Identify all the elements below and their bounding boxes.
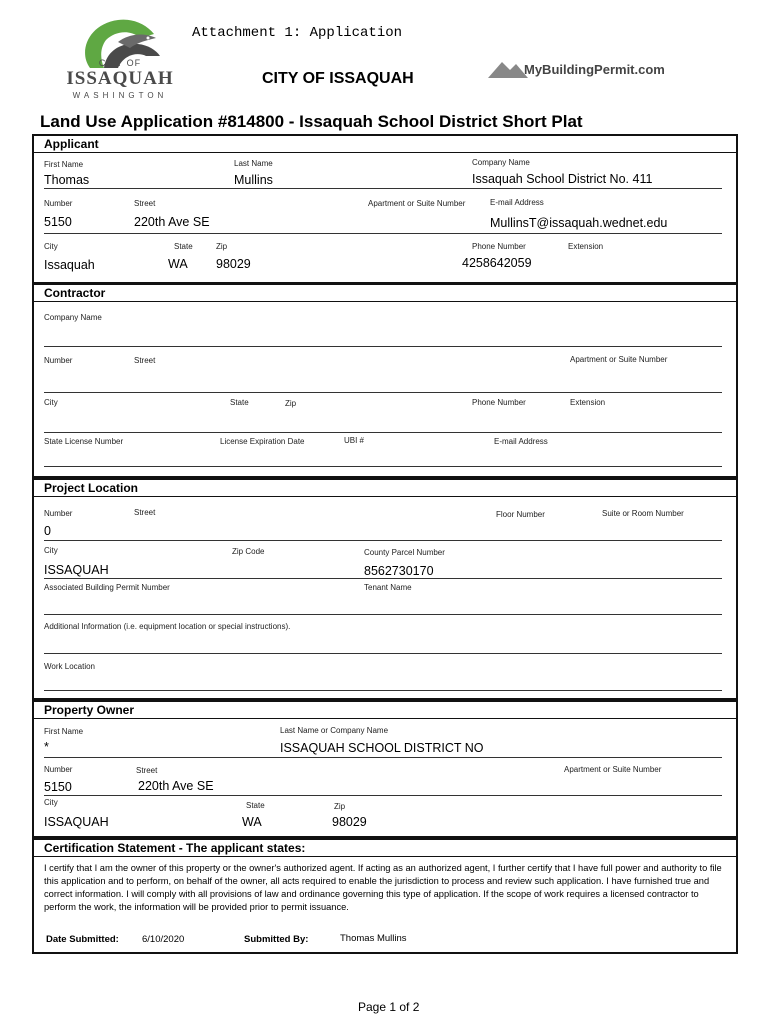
ubi-label: UBI # [344,436,365,445]
project-zip-label: Zip Code [232,547,265,556]
first-name-value[interactable]: Thomas [44,173,90,187]
owner-state-label: State [246,801,265,810]
street-value[interactable]: 220th Ave SE [134,215,210,229]
contractor-state-label: State [230,398,249,407]
owner-street-value[interactable]: 220th Ave SE [138,779,214,793]
project-heading: Project Location [34,480,736,497]
mybuildingpermit-logo [488,52,665,88]
permit-label: Associated Building Permit Number [44,583,170,592]
owner-last-name-value[interactable]: ISSAQUAH SCHOOL DISTRICT NO [280,741,484,755]
form-title: Land Use Application #814800 - Issaquah School District Short Plat [40,112,583,131]
tenant-label: Tenant Name [364,583,412,592]
phone-label: Phone Number [472,242,526,251]
owner-last-name-label: Last Name or Company Name [280,726,389,735]
contractor-ext-label: Extension [570,398,606,407]
project-number-value[interactable]: 0 [44,524,51,538]
date-submitted-value: 6/10/2020 [142,934,185,945]
owner-zip-value[interactable]: 98029 [332,815,367,829]
last-name-label: Last Name [234,159,273,168]
extension-label: Extension [568,242,604,251]
owner-number-label: Number [44,765,73,774]
city-logo [60,12,180,102]
last-name-value[interactable]: Mullins [234,173,273,187]
email-value[interactable]: MullinsT@issaquah.wednet.edu [490,216,668,230]
additional-info-label: Additional Information (i.e. equipment location or special instructions). [44,622,291,631]
mountain-icon [488,56,528,80]
project-city-label: City [44,546,58,555]
contractor-section [32,283,738,478]
phone-value[interactable]: 4258642059 [462,256,532,270]
certification-heading: Certification Statement - The applicant states: [34,840,736,857]
state-label: State [174,242,193,251]
project-street-label: Street [134,508,156,517]
owner-apt-label: Apartment or Suite Number [564,765,662,774]
mbp-logo-text: MyBuildingPermit.com [524,62,665,77]
zip-value[interactable]: 98029 [216,257,251,271]
owner-first-name-label: First Name [44,727,84,736]
expiration-label: License Expiration Date [220,437,305,446]
contractor-email-label: E-mail Address [494,437,548,446]
logo-issaquah: ISSAQUAH [66,68,174,89]
suite-label: Suite or Room Number [602,509,684,518]
submitted-by-label: Submitted By: [244,934,309,945]
page-number: Page 1 of 2 [358,1000,420,1014]
owner-city-value[interactable]: ISSAQUAH [44,815,109,829]
logo-city-of: CITY OF [98,58,142,68]
contractor-number-label: Number [44,356,73,365]
owner-street-label: Street [136,766,158,775]
work-location-label: Work Location [44,662,95,671]
logo-washington: WASHINGTON [72,91,168,100]
city-label: City [44,242,58,251]
contractor-phone-label: Phone Number [472,398,526,407]
contractor-zip-label: Zip [285,399,297,408]
date-submitted-label: Date Submitted: [46,934,119,945]
certification-text: I certify that I am the owner of this property or the owner's authorized agent. If acting as an authorized agent, I further certify that I have full power and authority to file this application and to perform, on behalf of the owner, all acts required to enable the jurisdiction to process and review such application. I have furnished true and correct information. I will comply with all provisions of law and ordinance governing this type of application. If the scope of work requires a licensed contractor to perform the work, the information will be provided prior to permit issuance. [44,863,722,912]
parcel-label: County Parcel Number [364,548,445,557]
owner-number-value[interactable]: 5150 [44,780,72,794]
contractor-apt-label: Apartment or Suite Number [570,355,668,364]
project-number-label: Number [44,509,73,518]
submitted-by-value: Thomas Mullins [340,933,407,944]
company-label: Company Name [472,158,530,167]
license-label: State License Number [44,437,124,446]
applicant-heading: Applicant [34,136,736,153]
state-value[interactable]: WA [168,257,188,271]
contractor-city-label: City [44,398,58,407]
number-label: Number [44,199,73,208]
street-label: Street [134,199,156,208]
contractor-company-label: Company Name [44,313,102,322]
apt-label: Apartment or Suite Number [368,199,466,208]
zip-label: Zip [216,242,228,251]
owner-heading: Property Owner [34,702,736,719]
owner-first-name-value[interactable]: * [44,740,49,754]
number-value[interactable]: 5150 [44,215,72,229]
project-city-value[interactable]: ISSAQUAH [44,563,109,577]
city-title: CITY OF ISSAQUAH [262,70,414,87]
owner-state-value[interactable]: WA [242,815,262,829]
contractor-street-label: Street [134,356,156,365]
email-label: E-mail Address [490,198,544,207]
applicant-section [32,134,738,284]
contractor-heading: Contractor [34,285,736,302]
parcel-value[interactable]: 8562730170 [364,564,434,578]
owner-city-label: City [44,798,58,807]
city-value[interactable]: Issaquah [44,258,95,272]
first-name-label: First Name [44,160,84,169]
owner-zip-label: Zip [334,802,346,811]
company-value[interactable]: Issaquah School District No. 411 [472,172,653,186]
attachment-label: Attachment 1: Application [192,25,403,41]
floor-label: Floor Number [496,510,545,519]
